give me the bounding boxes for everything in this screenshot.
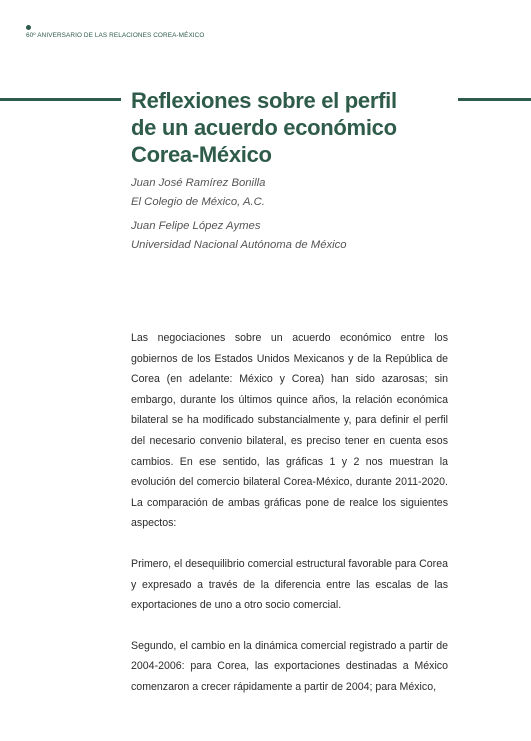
article-title-line: de un acuerdo económico	[131, 115, 397, 140]
article-title-line: Reflexiones sobre el perfil	[131, 88, 397, 113]
author-affiliation: El Colegio de México, A.C.	[131, 196, 265, 208]
author-block	[131, 174, 347, 255]
author-name: Juan Felipe López Aymes	[131, 220, 261, 232]
article-body	[131, 328, 448, 718]
title-rule-left	[0, 98, 121, 101]
title-rule-right	[458, 98, 531, 101]
author-group	[131, 174, 347, 212]
author-group	[131, 217, 347, 255]
author-name: Juan José Ramírez Bonilla	[131, 177, 266, 189]
article-title-line: Corea-México	[131, 142, 272, 167]
body-paragraph: Las negociaciones sobre un acuerdo económico entre los gobiernos de los Estados Unidos Mexicanos y de la República de Corea (en adelante: México y Corea) han sido azarosas; sin embargo, durante los últimos quince años, la relación económica bilateral se ha modificado substancialmente y, para definir el perfil del necesario convenio bilateral, es preciso tener en cuenta esos cambios. En ese sentido, las gráficas 1 y 2 nos muestran la evolución del comercio bilateral Corea-México, durante 2011-2020. La comparación de ambas gráficas pone de realce los siguientes aspectos:	[131, 332, 448, 530]
author-affiliation: Universidad Nacional Autónoma de México	[131, 239, 347, 251]
body-paragraph: Primero, el desequilibrio comercial estructural favorable para Corea y expresado a través de la diferencia entre las escalas de las exportaciones de uno a otro socio comercial.	[131, 557, 448, 612]
body-paragraph: Segundo, el cambio en la dinámica comercial registrado a partir de 2004-2006: para Corea, las exportaciones destinadas a México comenzaron a crecer rápidamente a partir de 2004; para México,	[131, 639, 448, 693]
running-header: 60º ANIVERSARIO DE LAS RELACIONES COREA-MÉXICO	[26, 32, 205, 39]
header-bullet-dot	[26, 25, 31, 30]
article-title	[131, 87, 451, 168]
